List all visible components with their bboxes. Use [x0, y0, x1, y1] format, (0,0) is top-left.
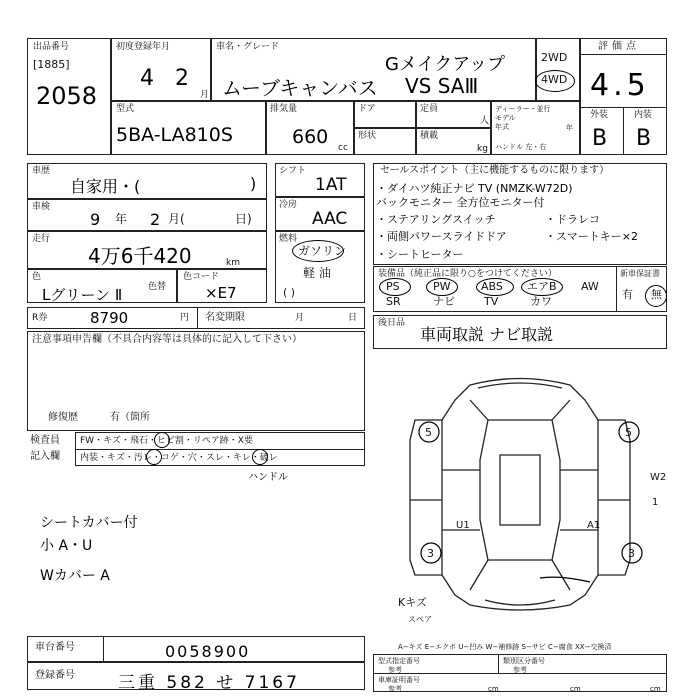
inspection-year-unit: 年	[115, 212, 128, 226]
equip-aw: AW	[581, 280, 599, 293]
bottom-ref1: 参考	[388, 666, 402, 674]
inspection-month: 2	[150, 210, 161, 229]
lot-label: 出品番号	[33, 42, 70, 52]
diagram-mark-w2: W2	[650, 472, 667, 483]
sales-title: セールスポイント（主に機能するものに限ります）	[380, 165, 610, 176]
check-row2: 内装・キズ・汚レ・コゲ・穴・スレ・キレ・破レ	[80, 453, 278, 463]
inspection-day: 日)	[235, 212, 252, 226]
score-ext: B	[592, 126, 608, 151]
dealer-year-unit: 年	[566, 124, 573, 132]
diagram-mark-1: 1	[652, 497, 659, 508]
plate-value: 三重 582 せ 7167	[118, 673, 300, 693]
new-cert-label: 新車保証書	[620, 269, 660, 278]
check-annotation: ハンドル	[248, 472, 288, 483]
color-value: Lグリーン Ⅱ	[42, 286, 123, 304]
color-label: 色	[32, 272, 42, 282]
after-value: 車両取説 ナビ取説	[420, 325, 554, 344]
score-int: B	[636, 126, 652, 151]
registration-label: 初度登録年月	[116, 42, 171, 52]
inspection-year: 9	[90, 210, 101, 229]
handwritten-note-1: シートカバー付	[40, 515, 138, 531]
diagram-mark-3-right: 3	[628, 547, 635, 560]
diagram-legend: A−キズ E−エクボ U−凹み W−補修跡 S−サビ C−腐食 XX−交換済	[398, 643, 612, 651]
inspector-label: 検査員	[30, 435, 60, 446]
fuel-diesel: 軽 油	[303, 266, 331, 280]
mileage-value: 4万6千420	[88, 244, 192, 268]
recycle-label: R券	[32, 313, 48, 323]
equip-title: 装備品（純正品に限り○をつけてください）	[378, 269, 557, 279]
ac-label: 冷房	[279, 200, 298, 210]
bottom-ref3: 参考	[388, 685, 402, 693]
sales-line-2: バックモニター 全方位モニター付	[376, 196, 545, 209]
meigi-day: 日	[348, 313, 358, 323]
diagram-spare: スペア	[408, 615, 432, 624]
registration-month: 2	[175, 66, 189, 91]
inspection-month-unit: 月(	[168, 212, 185, 226]
score-label: 評価点	[598, 41, 640, 52]
sales-right-2: ・スマートキー×2	[545, 230, 638, 243]
sales-line-4: ・両側パワースライドドア	[376, 230, 507, 243]
bottom-unit-2: cm	[570, 685, 581, 693]
shift-value: 1AT	[315, 175, 347, 195]
equip-leather: カワ	[530, 295, 552, 308]
drive-2wd: 2WD	[541, 51, 568, 64]
sales-line-5: ・シートヒーター	[376, 248, 464, 261]
disp-unit: cc	[338, 143, 348, 153]
dealer-handle: ハンドル 左・右	[495, 143, 547, 151]
diagram-mark-5-left: 5	[425, 426, 432, 439]
lot-number: 2058	[36, 82, 98, 110]
fuel-label: 燃料	[279, 234, 298, 244]
color-code-label: 色コード	[183, 272, 220, 282]
score-ext-label: 外装	[590, 110, 609, 120]
history-value: 自家用・(	[70, 177, 141, 196]
diagram-mark-5-right: 5	[625, 426, 632, 439]
diagram-mark-k: Kキズ	[398, 596, 427, 609]
equip-abs: ABS	[481, 280, 503, 293]
recycle-unit: 円	[180, 313, 190, 323]
disp-label: 排気量	[270, 104, 298, 114]
recycle-value: 8790	[90, 309, 129, 327]
cert-no: 無	[651, 288, 662, 301]
diagram-mark-u1: U1	[456, 520, 470, 531]
meigi-label: 名変期限	[205, 312, 245, 323]
fuel-paren: ( )	[283, 286, 296, 299]
equip-ps: PS	[386, 280, 400, 293]
load-unit: kg	[477, 144, 488, 154]
after-label: 後日品	[378, 318, 406, 328]
equip-tv: TV	[484, 295, 499, 308]
history-label: 車歴	[32, 166, 51, 176]
score-overall: 4.5	[590, 68, 650, 103]
grade-line1: Gメイクアップ	[385, 54, 505, 75]
equip-airbag: エアB	[527, 280, 557, 293]
type-value: 5BA-LA810S	[116, 124, 233, 146]
chassis-value: 0058900	[165, 642, 251, 661]
bottom-row1: 型式指定番号	[378, 657, 420, 665]
entry-label: 記入欄	[30, 451, 60, 462]
dealer-model-year: モデル 年式	[495, 114, 516, 131]
handwritten-note-2: 小 A・U	[40, 538, 93, 554]
model-label: 車名・グレード	[216, 42, 280, 52]
cap-label: 定員	[420, 104, 439, 114]
notes-label: 注意事項申告欄（不具合内容等は具体的に記入して下さい）	[32, 334, 302, 345]
repair-value: 有（箇所	[110, 412, 150, 423]
check-row1: FW・キズ・飛石・ヒビ割・リペア跡・X要	[80, 436, 253, 446]
registration-year: 4	[140, 66, 154, 91]
equip-navi: ナビ	[433, 295, 455, 308]
mileage-unit: km	[226, 258, 240, 268]
plate-label: 登録番号	[35, 670, 75, 681]
meigi-month: 月	[295, 313, 305, 323]
type-label: 型式	[116, 104, 135, 114]
bottom-ref2: 参考	[513, 666, 527, 674]
bottom-row1b: 類別区分番号	[503, 657, 545, 665]
drive-4wd: 4WD	[541, 73, 568, 86]
sales-line-3: ・ステアリングスイッチ	[376, 213, 496, 226]
disp-value: 660	[292, 126, 329, 148]
chassis-label: 車台番号	[35, 642, 75, 653]
inspection-label: 車検	[32, 202, 51, 212]
bottom-unit-1: cm	[488, 685, 499, 693]
bottom-row2: 車庫証明番号	[378, 676, 420, 684]
grade-line2: VS SAⅢ	[405, 74, 479, 98]
shift-label: シフト	[279, 166, 307, 176]
cap-unit: 人	[480, 116, 490, 126]
diagram-mark-3-left: 3	[427, 547, 434, 560]
equip-pw: PW	[433, 280, 451, 293]
fuel-value: ガソリン	[298, 244, 347, 258]
diagram-mark-a1: A1	[587, 520, 601, 531]
dealer-label: ディーラー・並行	[495, 105, 551, 113]
score-int-label: 内装	[634, 110, 653, 120]
sales-right-1: ・ドラレコ	[545, 213, 600, 226]
bottom-unit-3: cm	[650, 685, 661, 693]
history-close: )	[250, 174, 257, 193]
shape-label: 形状	[358, 131, 377, 141]
color-change-label: 色替	[148, 282, 167, 292]
color-code: ×E7	[205, 284, 237, 302]
repair-label: 修復歴	[48, 412, 78, 423]
lot-auction-code: [1885]	[33, 58, 70, 71]
handwritten-note-3: Wカバー A	[40, 568, 110, 584]
mileage-label: 走行	[32, 234, 51, 244]
equip-sr: SR	[386, 295, 401, 308]
ac-value: AAC	[312, 209, 348, 229]
sales-line-1: ・ダイハツ純正ナビ TV (NMZK-W72D)	[376, 182, 573, 195]
door-label: ドア	[358, 104, 376, 114]
load-label: 積載	[420, 131, 439, 141]
registration-month-unit: 月	[200, 90, 210, 100]
cert-yes: 有	[622, 288, 633, 301]
model-name: ムーブキャンバス	[222, 76, 378, 100]
